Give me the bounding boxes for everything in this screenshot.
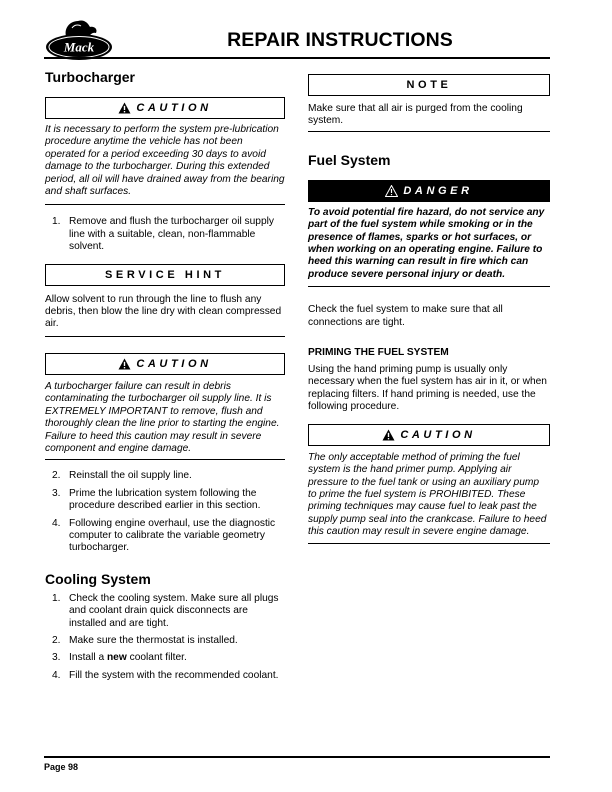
list-item xyxy=(45,216,285,253)
step-number: 3. xyxy=(52,652,61,664)
caution-label: CAUTION xyxy=(136,102,212,114)
caution-label: CAUTION xyxy=(400,428,476,441)
svg-text:Mack: Mack xyxy=(63,39,95,55)
warning-triangle-icon xyxy=(118,102,131,114)
note-box xyxy=(308,74,550,96)
step-text: Following engine overhaul, use the diagnostic computer to calibrate the variable geometry turbocharger. xyxy=(69,517,276,554)
step-number: 1. xyxy=(52,216,61,228)
warning-triangle-icon xyxy=(382,429,395,441)
service-hint-rule xyxy=(45,336,285,337)
step-text: Check the cooling system. Make sure all plugs and coolant drain quick disconnects are installed and are tight. xyxy=(69,592,279,629)
list-item xyxy=(45,652,285,664)
priming-text: Using the hand priming pump is usually only necessary when the fuel system has air in it, or when replacing filters. If hand priming is needed, use the following procedure. xyxy=(308,364,547,413)
step-number: 2. xyxy=(52,470,61,482)
fuel-system-heading: Fuel System xyxy=(308,151,391,168)
danger-rule xyxy=(308,286,550,287)
list-item xyxy=(45,635,285,647)
page-number: Page 98 xyxy=(44,762,79,772)
step-text: Install a xyxy=(69,652,107,664)
note-rule xyxy=(308,131,550,132)
step-number: 3. xyxy=(52,487,61,499)
right-column xyxy=(308,57,550,544)
step-text: coolant filter. xyxy=(126,652,187,664)
cooling-system-heading: Cooling System xyxy=(45,570,151,587)
caution-text-2: A turbocharger failure can result in debris contaminating the turbocharger oil supply line. It is EXTREMELY IMPORTANT to remove, flush and thoroughly clean the line prior to starting the engine. Failure to heed this caution may result in severe component and engine damage. xyxy=(45,380,280,454)
list-item xyxy=(45,670,285,682)
priming-heading: PRIMING THE FUEL SYSTEM xyxy=(308,347,449,359)
caution-rule-1 xyxy=(45,204,285,205)
list-item xyxy=(45,470,285,482)
warning-triangle-icon xyxy=(118,358,131,370)
turbo-steps-b xyxy=(45,470,285,554)
note-text: Make sure that all air is purged from the cooling system. xyxy=(308,103,523,127)
caution-box-2 xyxy=(45,353,285,375)
danger-text: To avoid potential fire hazard, do not service any part of the fuel system while smoking or in the presence of flames, sparks or hot surfaces, or when working on an operating engine. Failure to heed this warning can result in fire which can produce severe personal injury or death. xyxy=(308,206,545,280)
step-text: Prime the lubrication system following the procedure described earlier in this section. xyxy=(69,487,261,512)
left-column xyxy=(45,57,285,682)
step-text: Fill the system with the recommended coolant. xyxy=(69,669,279,681)
danger-box xyxy=(308,180,550,202)
step-number: 4. xyxy=(52,669,61,681)
mack-logo xyxy=(44,16,114,62)
step-number: 4. xyxy=(52,517,61,529)
warning-triangle-icon xyxy=(385,185,398,197)
note-label: NOTE xyxy=(406,79,452,91)
list-item xyxy=(45,518,285,555)
service-hint-box xyxy=(45,264,285,286)
caution-label: CAUTION xyxy=(136,357,212,370)
caution-rule-2 xyxy=(45,459,285,460)
service-hint-label: SERVICE HINT xyxy=(104,268,225,281)
step-emphasis: new xyxy=(106,652,127,664)
page-title: REPAIR INSTRUCTIONS xyxy=(227,29,453,51)
turbo-steps-a xyxy=(45,216,285,253)
step-number: 1. xyxy=(52,592,61,604)
step-text: Make sure the thermostat is installed. xyxy=(69,634,238,646)
check-fuel-text: Check the fuel system to make sure that all connections are tight. xyxy=(308,304,503,328)
service-hint-text: Allow solvent to run through the line to flush any debris, then blow the line dry with clean compressed air. xyxy=(45,293,282,330)
step-number: 2. xyxy=(52,634,61,646)
danger-label: DANGER xyxy=(403,184,473,197)
caution-box-3 xyxy=(308,424,550,446)
caution-text-1: It is necessary to perform the system pre-lubrication procedure anytime the vehicle has not been operated for a period exceeding 30 days to avoid damage to the turbocharger. During this extended period, all oil will have drained away from the bearing and shaft surfaces. xyxy=(45,124,285,198)
step-text: Remove and flush the turbocharger oil supply line with a suitable, clean, non-flammable solvent. xyxy=(69,216,274,253)
cooling-steps xyxy=(45,593,285,682)
step-text: Reinstall the oil supply line. xyxy=(69,470,192,482)
turbocharger-heading: Turbocharger xyxy=(45,69,135,85)
list-item xyxy=(45,488,285,513)
caution-rule-3 xyxy=(308,543,550,544)
footer-rule xyxy=(44,756,550,758)
caution-box-1 xyxy=(45,97,285,119)
caution-text-3: The only acceptable method of priming the fuel system is the hand primer pump. Applying air pressure to the fuel tank or using an auxiliary pump to prime the fuel system is PROHIBITED. These priming techniques may cause fuel to leak past the supply pump seal into the crankcase. Failure to heed this caution may result in severe engine damage. xyxy=(308,451,547,538)
list-item xyxy=(45,593,285,630)
